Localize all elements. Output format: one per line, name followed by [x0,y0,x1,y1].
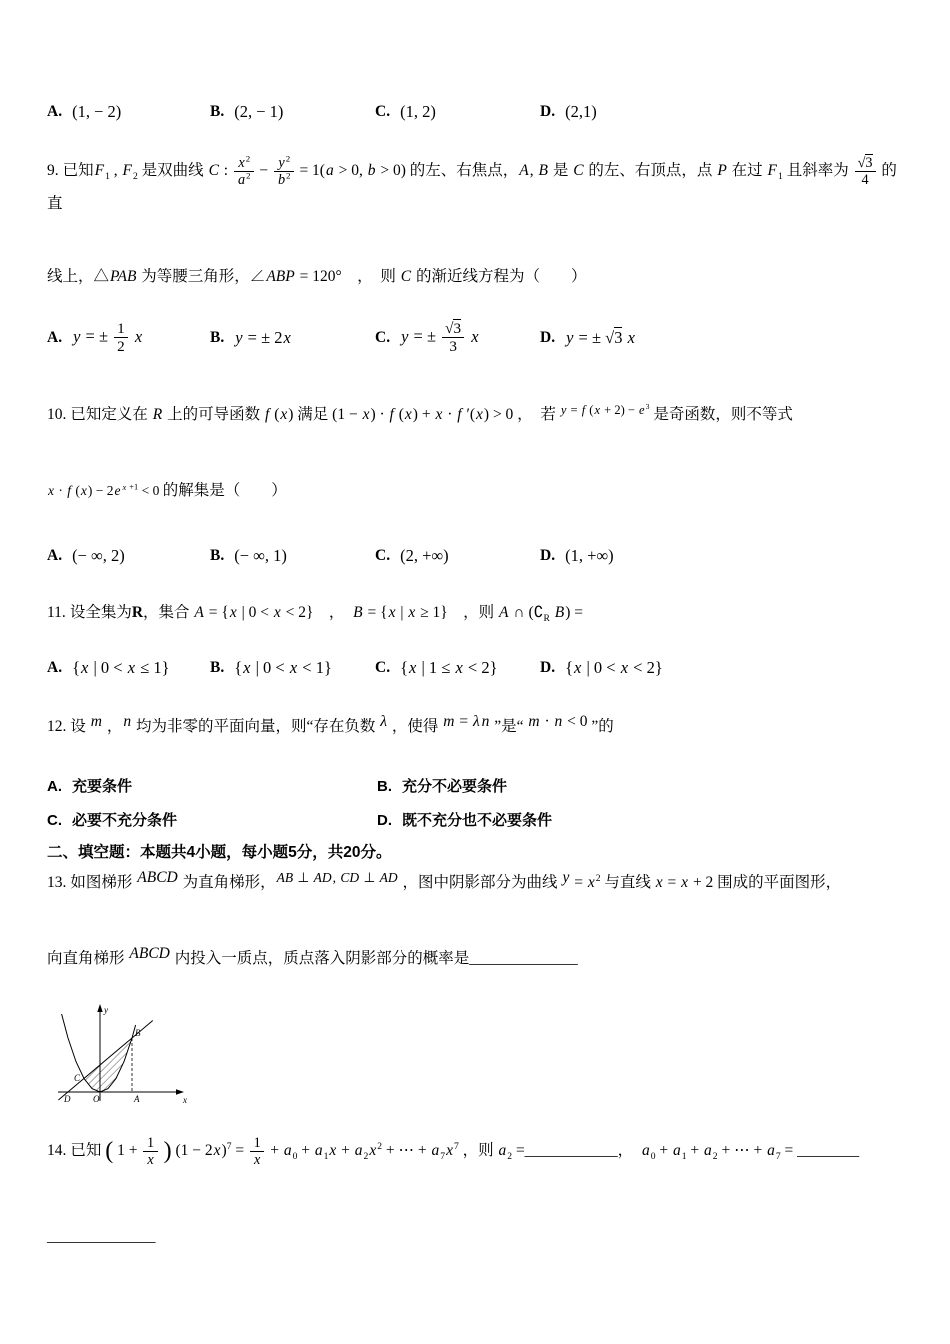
question-8-options-row [47,96,905,128]
question-13-stem-line1 [47,868,905,898]
option-label: C. [47,812,62,829]
option-value: y = ± $\frac{√3}{3}$ x [401,320,479,356]
question-14-stem [47,1128,905,1175]
answer-blank-line [47,1222,905,1252]
question-10-options-row [47,540,905,572]
y-axis-label: y [104,1005,108,1015]
option-label: B. [210,546,225,564]
option-a [47,772,377,801]
option-value: 充分不必要条件 [402,778,508,795]
option-d [540,652,905,684]
question-number: 9. [47,162,59,180]
option-value: (2, +∞) [400,546,449,565]
question-12-options-row-cd [47,806,905,835]
option-c [47,806,377,835]
question-9-stem-line2 [47,262,905,292]
option-label: D. [377,812,392,829]
option-label: C. [375,546,391,564]
point-b-label: B [135,1028,141,1038]
question-number: 14. [47,1142,67,1159]
question-text: 向直角梯形 ABCD 内投入一质点，质点落入阴影部分的概率是______________ [47,945,578,967]
option-d [377,806,905,835]
option-c [375,320,540,356]
shaded-region [84,1038,132,1092]
option-b [210,322,375,354]
option-label: C. [375,658,391,676]
option-a [47,540,210,572]
option-value: (1, +∞) [565,546,614,565]
option-b [210,652,375,684]
option-label: A. [47,658,63,676]
question-10-stem-line1 [47,400,905,430]
y-axis-arrow [97,1004,102,1012]
option-value: (1, − 2) [72,102,122,121]
question-9-stem-line1 [47,155,905,219]
option-value: (2, − 1) [234,102,284,121]
option-value: {x | 0 < x < 2} [565,658,663,677]
option-label: A. [47,546,63,564]
option-label: A. [47,328,63,346]
option-value: 必要不充分条件 [72,812,178,829]
question-12-stem [47,712,905,742]
question-text: x · f (x) − 2e $^{x +1}$ < 0 的解集是（ ） [48,482,287,499]
option-label: B. [377,778,392,795]
question-number: 11. [47,604,66,621]
question-text: 已知 ( 1 + $\frac{1}{x}$ ) $(1 - 2x)^7$ = $\frac{1}{x}$ + $a_0 + a_1x + a_2x^2$ + ⋯ + $a_7x^7$ ，则 $a_2$ =____________， $a_0 + a_1 + a_2$ + ⋯ + $a_7$ = ________ [70,1134,860,1168]
question-number: 13. [47,874,67,891]
option-a [47,652,210,684]
question-12-options-row-ab [47,772,905,801]
point-d-label: D [64,1094,71,1104]
option-value: {x | 0 < x < 1} [234,658,332,677]
option-value: y = ± 2x [235,327,291,347]
option-value: (− ∞, 2) [72,546,125,565]
option-label: C. [375,102,391,120]
point-a-label: A [134,1094,140,1104]
option-b [210,540,375,572]
question-text: 线上，△PAB 为等腰三角形，∠ABP = 120° ， 则 C 的渐近线方程为（ ） [47,268,587,285]
option-label: C. [375,328,391,346]
question-13-figure [52,1000,192,1115]
section-title: 二、填空题：本题共4小题，每小题5分，共20分。 [47,844,392,861]
question-9-options-row [47,320,905,356]
x-axis-label: x [183,1095,187,1105]
question-number: 10. [47,406,67,423]
option-value: {x | 1 ≤ x < 2} [400,658,498,677]
option-a [47,320,210,356]
option-c [375,540,540,572]
option-label: B. [210,102,225,120]
question-text: 如图梯形 ABCD 为直角梯形，AB ⊥ AD, CD ⊥ AD ，图中阴影部分为曲线 $y = x^2$ 与直线 x = x + 2 围成的平面图形， [70,869,842,891]
option-value: (2,1) [565,102,597,121]
question-number: 12. [47,718,67,735]
option-c [375,652,540,684]
option-c [375,96,540,128]
option-value: (− ∞, 1) [234,546,287,565]
x-axis-arrow [176,1089,184,1094]
question-10-stem-line2 [47,476,905,506]
option-label: B. [210,658,225,676]
option-value: {x | 0 < x ≤ 1} [72,658,170,677]
trapezoid-parabola-figure [52,1000,192,1115]
option-label: D. [540,546,556,564]
question-text: 设 m ，n 均为非零的平面向量，则“存在负数 λ ，使得 m = λ n ”是“ m · n < 0 ”的 [70,713,614,735]
option-d [540,96,905,128]
question-11-stem [47,598,905,628]
option-label: D. [540,102,556,120]
question-text: 已知定义在 R 上的可导函数 f (x) 满足 (1 − x) · f (x) + x · f ′(x) > 0 ， 若 y = f $(x + 2) - e^3$ 是奇函数，则不等式 [70,401,793,423]
point-c-label: C [74,1073,81,1083]
option-value: y = ± $\frac{1}{2}$ x [73,320,143,356]
question-13-stem-line2 [47,944,905,974]
option-value: y = ± √3 x [566,327,635,347]
question-text: 已知$F_1$ , $F_2$ 是双曲线 C : $\frac{x^2}{a^2}$ − $\frac{y^2}{b^2}$ = 1(a > 0, b > 0) 的左、右焦点，A, B 是 C 的左、右顶点，点 P 在过 $F_1$ 且斜率为 $\frac{√3}{4}$ 的直 [47,153,897,212]
option-value: (1, 2) [400,102,436,121]
option-b [210,96,375,128]
option-label: B. [210,328,225,346]
option-value: 充要条件 [72,778,133,795]
option-b [377,772,905,801]
option-a [47,96,210,128]
blank-underline: ______________ [47,1228,156,1245]
option-label: A. [47,778,62,795]
option-d [540,322,905,354]
option-d [540,540,905,572]
option-label: D. [540,658,556,676]
question-11-options-row [47,652,905,684]
option-label: D. [540,328,556,346]
option-label: A. [47,102,63,120]
option-value: 既不充分也不必要条件 [402,812,553,829]
origin-label: O [93,1094,100,1104]
question-text: 设全集为R，集合 A = {x | 0 < x < 2} ， B = {x | x ≥ 1} ，则 A ∩ ($∁_R$ B) = [69,604,583,625]
